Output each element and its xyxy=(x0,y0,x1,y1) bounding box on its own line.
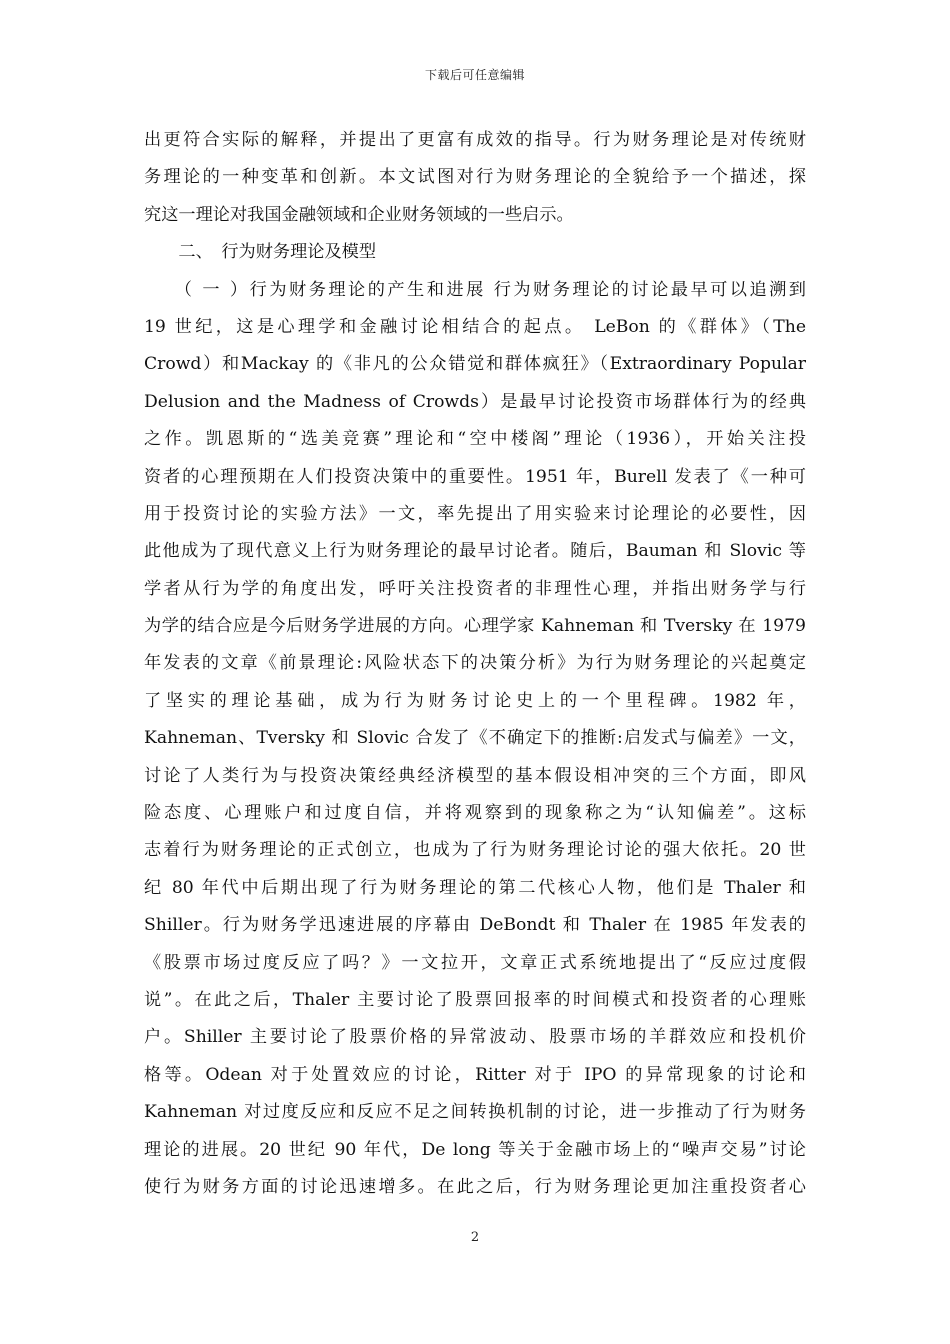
text-line: 使行为财务方面的讨论迅速增多。在此之后，行为财务理论更加注重投资者心 xyxy=(144,1176,806,1197)
page-number: 2 xyxy=(470,1230,480,1245)
text-line: 19 世纪，这是心理学和金融讨论相结合的起点。 LeBon 的《群体》（The xyxy=(144,316,806,337)
text-line: 了坚实的理论基础，成为行为财务讨论史上的一个里程碑。1982 年， xyxy=(144,690,806,711)
text-line: 此他成为了现代意义上行为财务理论的最早讨论者。随后，Bauman 和 Slovic 等 xyxy=(144,541,806,562)
text-line: 用于投资讨论的实验方法》一文，率先提出了用实验来讨论理论的必要性，因 xyxy=(144,503,806,524)
text-line: 资者的心理预期在人们投资决策中的重要性。1951 年，Burell 发表了《一种可 xyxy=(144,466,806,487)
text-line: 究这一理论对我国金融领域和企业财务领域的一些启示。 xyxy=(144,204,574,225)
text-line: 格等。Odean 对于处置效应的讨论，Ritter 对于 IPO 的异常现象的讨论和 xyxy=(144,1064,806,1085)
text-line: 理论的进展。20 世纪 90 年代，De long 等关于金融市场上的“噪声交易”讨论 xyxy=(144,1139,806,1160)
text-line: 为学的结合应是今后财务学进展的方向。心理学家 Kahneman 和 Tversky 在 1979 xyxy=(144,616,806,637)
text-line: 学者从行为学的角度出发，呼吁关注投资者的非理性心理，并指出财务学与行 xyxy=(144,578,806,599)
text-line: 年发表的文章《前景理论:风险状态下的决策分析》为行为财务理论的兴起奠定 xyxy=(144,653,806,674)
text-line: 纪 80 年代中后期出现了行为财务理论的第二代核心人物，他们是 Thaler 和 xyxy=(144,877,806,898)
text-line: Delusion and the Madness of Crowds）是最早讨论投资市场群体行为的经典 xyxy=(144,391,806,412)
text-line: 讨论了人类行为与投资决策经典经济模型的基本假设相冲突的三个方面，即风 xyxy=(144,765,806,786)
body-text xyxy=(144,122,806,1206)
text-line: Kahneman、Tversky 和 Slovic 合发了《不确定下的推断:启发式与偏差》一文， xyxy=(144,728,806,749)
text-line: 志着行为财务理论的正式创立，也成为了行为财务理论讨论的强大依托。20 世 xyxy=(144,840,806,861)
page-header: 下载后可任意编辑 xyxy=(424,68,525,82)
text-line: 说”。在此之后，Thaler 主要讨论了股票回报率的时间模式和投资者的心理账 xyxy=(144,989,806,1010)
text-line: 出更符合实际的解释，并提出了更富有成效的指导。行为财务理论是对传统财 xyxy=(144,130,806,150)
text-line: 《股票市场过度反应了吗？》一文拉开，文章正式系统地提出了“反应过度假 xyxy=(144,952,806,973)
text-line: Shiller。行为财务学迅速进展的序幕由 DeBondt 和 Thaler 在 1985 年发表的 xyxy=(144,915,806,936)
text-line: Kahneman 对过度反应和反应不足之间转换机制的讨论，进一步推动了行为财务 xyxy=(144,1102,806,1123)
text-line: 险态度、心理账户和过度自信，并将观察到的现象称之为“认知偏差”。这标 xyxy=(144,803,806,824)
text-line: 户。Shiller 主要讨论了股票价格的异常波动、股票市场的羊群效应和投机价 xyxy=(144,1027,806,1048)
section-heading: 二、 行为财务理论及模型 xyxy=(144,242,377,263)
subsection-heading-line: （ 一 ）行为财务理论的产生和进展 行为财务理论的讨论最早可以追溯到 xyxy=(144,279,806,300)
text-line: 务理论的一种变革和创新。本文试图对行为财务理论的全貌给予一个描述，探 xyxy=(144,167,806,188)
text-line: 之作。凯恩斯的“选美竞赛”理论和“空中楼阁”理论（1936），开始关注投 xyxy=(144,429,806,450)
text-line: Crowd）和Mackay 的《非凡的公众错觉和群体疯狂》（Extraordinary Popular xyxy=(144,354,806,375)
